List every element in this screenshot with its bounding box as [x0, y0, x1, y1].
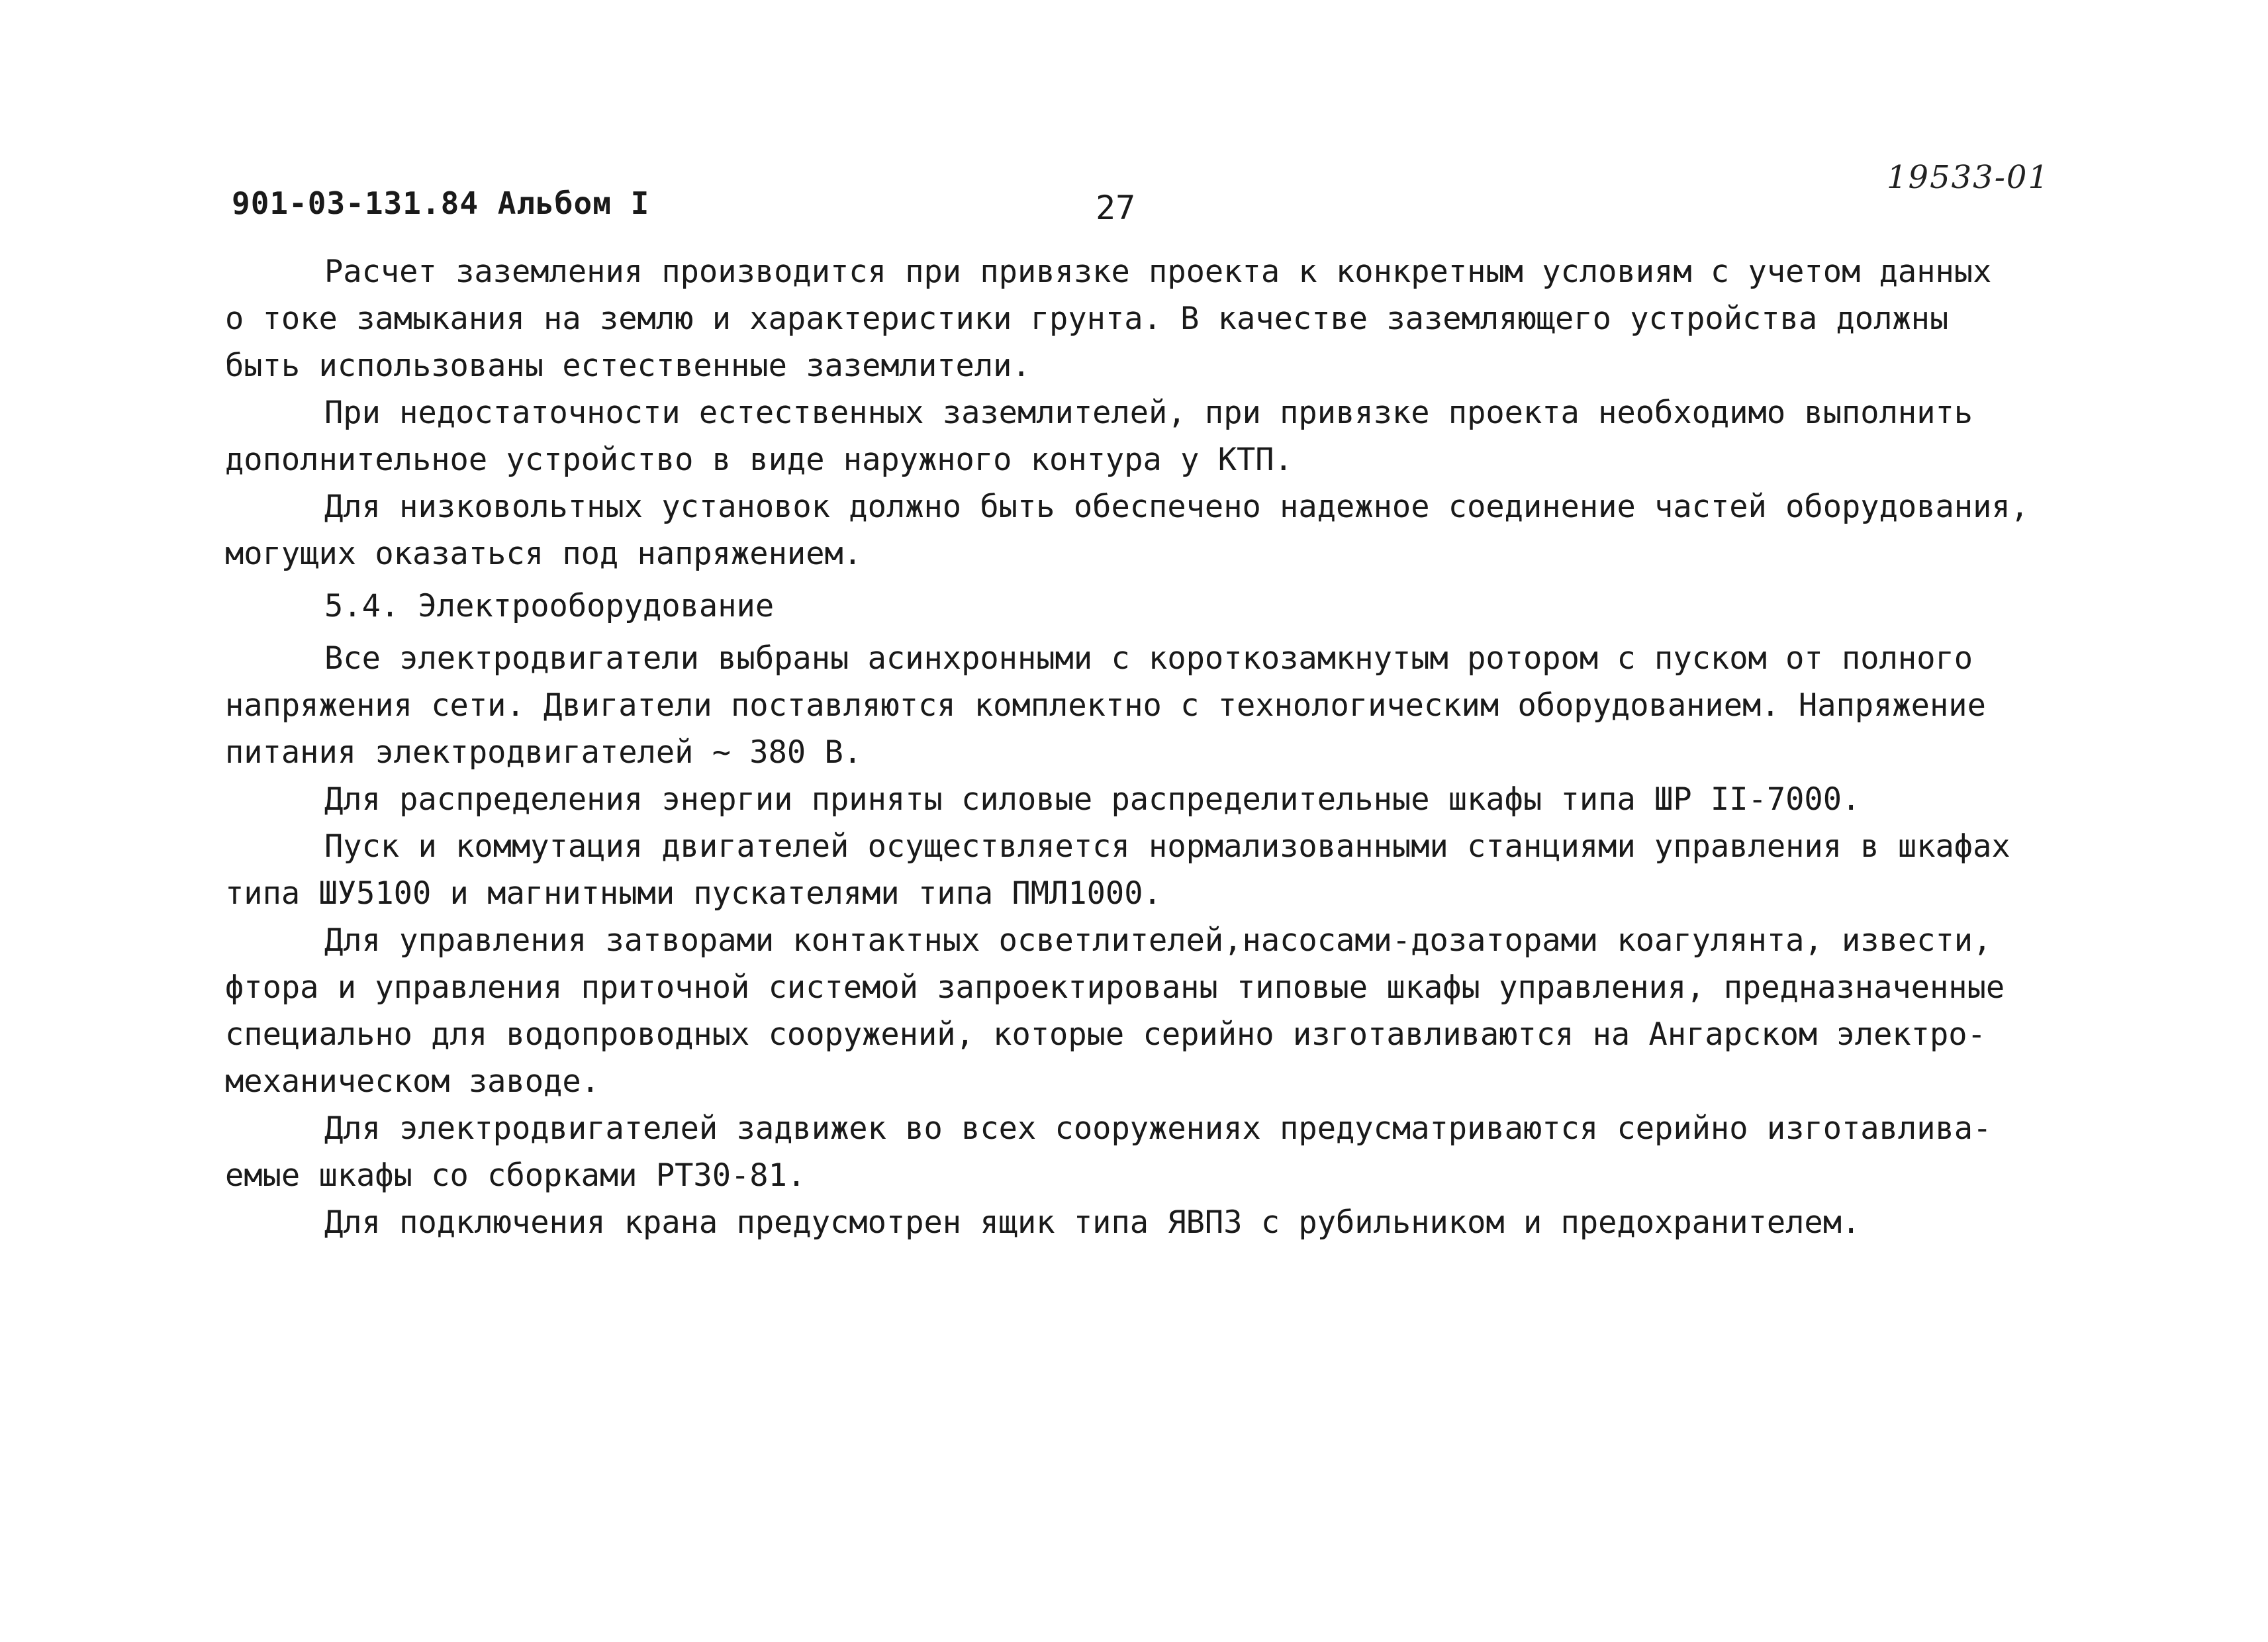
text-line: о токе замыкания на землю и характеристики грунта. В качестве заземляющего устройства должны: [225, 301, 1949, 337]
text-line: могущих оказаться под напряжением.: [225, 536, 863, 572]
text-line: типа ШУ5100 и магнитными пускателями типа ПМЛ1000.: [225, 875, 1162, 912]
text-line: Пуск и коммутация двигателей осуществляется нормализованными станциями управления в шкафах: [324, 828, 2010, 865]
inventory-number: 19533-01: [1887, 159, 2050, 196]
paragraph: [225, 1105, 2079, 1199]
paragraph: [225, 776, 2079, 823]
text-line: Для распределения энергии приняты силовые распределительные шкафы типа ШР II-7000.: [324, 781, 1861, 818]
text-line: Расчет заземления производится при привязке проекта к конкретным условиям с учетом данных: [324, 254, 1992, 290]
text-line: Для электродвигателей задвижек во всех сооружениях предусматриваются серийно изготавлива-: [324, 1110, 1992, 1147]
paragraph: [225, 483, 2079, 577]
paragraph: [225, 389, 2079, 483]
text-line: Все электродвигатели выбраны асинхронными с короткозамкнутым ротором с пуском от полного: [324, 640, 1973, 677]
text-line: напряжения сети. Двигатели поставляются комплектно с технологическим оборудованием. Напряжение: [225, 687, 1986, 724]
text-line: Для низковольтных установок должно быть обеспечено надежное соединение частей оборудования,: [324, 489, 2029, 525]
text-line: механическом заводе.: [225, 1063, 600, 1100]
text-line: Для управления затворами контактных осветлителей,насосами-дозаторами коагулянта, извести,: [324, 922, 1992, 959]
text-line: быть использованы естественные заземлители.: [225, 348, 1031, 384]
text-line: емые шкафы со сборками РТ30-81.: [225, 1157, 806, 1194]
document-body: [225, 248, 2079, 1246]
text-line: При недостаточности естественных заземлителей, при привязке проекта необходимо выполнить: [324, 395, 1973, 431]
paragraph: [225, 1199, 2079, 1246]
text-line: фтора и управления приточной системой запроектированы типовые шкафы управления, предназначенные: [225, 969, 2005, 1006]
document-code: 901-03-131.84 Альбом I: [232, 185, 650, 221]
section-title: 5.4. Электрооборудование: [324, 588, 775, 624]
paragraph: [225, 823, 2079, 917]
text-line: питания электродвигателей ~ 380 В.: [225, 734, 863, 771]
paragraph: [225, 917, 2079, 1105]
text-line: специально для водопроводных сооружений, которые серийно изготавливаются на Ангарском электро-: [225, 1016, 1986, 1053]
paragraph: [225, 635, 2079, 776]
paragraph: [225, 248, 2079, 389]
text-line: дополнительное устройство в виде наружного контура у КТП.: [225, 442, 1293, 478]
page-number: 27: [1096, 189, 1136, 227]
text-line: Для подключения крана предусмотрен ящик типа ЯВПЗ с рубильником и предохранителем.: [324, 1204, 1861, 1241]
